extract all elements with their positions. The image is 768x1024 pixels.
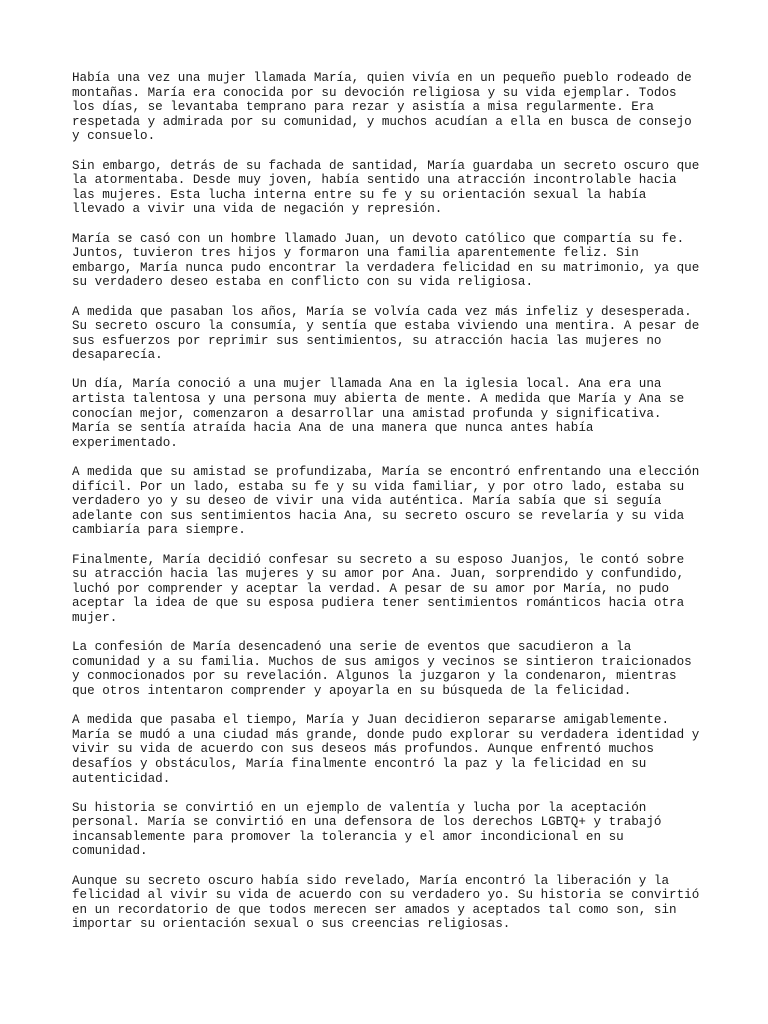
paragraph-line: desafíos y obstáculos, María finalmente encontró la paz y la felicidad en su: [72, 756, 647, 771]
paragraph-line: sus esfuerzos por reprimir sus sentimientos, su atracción hacia las mujeres no: [72, 333, 662, 348]
paragraph-line: autenticidad.: [72, 771, 171, 786]
paragraph-8: [72, 640, 712, 698]
paragraph-line: cambiaría para siempre.: [72, 523, 246, 538]
paragraph-line: Un día, María conoció a una mujer llamada Ana en la iglesia local. Ana era una: [72, 377, 662, 392]
paragraph-1: [72, 71, 712, 144]
paragraph-line: Su historia se convirtió en un ejemplo de valentía y lucha por la aceptación: [72, 800, 647, 815]
paragraph-line: Finalmente, María decidió confesar su secreto a su esposo Juanjos, le contó sobre: [72, 552, 685, 567]
paragraph-line: Había una vez una mujer llamada María, quien vivía en un pequeño pueblo rodeado de: [72, 71, 692, 85]
paragraph-line: respetada y admirada por su comunidad, y muchos acudían a ella en busca de consejo: [72, 114, 692, 129]
paragraph-line: La confesión de María desencadenó una serie de eventos que sacudieron a la: [72, 640, 632, 655]
paragraph-line: llevado a vivir una vida de negación y represión.: [72, 202, 443, 217]
paragraph-line: A medida que su amistad se profundizaba, María se encontró enfrentando una elección: [72, 465, 700, 480]
paragraph-line: Aunque su secreto oscuro había sido revelado, María encontró la liberación y la: [72, 873, 670, 888]
paragraph-7: [72, 553, 712, 626]
paragraph-5: [72, 377, 712, 450]
paragraph-4: [72, 305, 712, 363]
paragraph-line: Juntos, tuvieron tres hijos y formaron una familia aparentemente feliz. Sin: [72, 246, 639, 261]
paragraph-9: [72, 713, 712, 786]
paragraph-line: montañas. María era conocida por su devoción religiosa y su vida ejemplar. Todos: [72, 85, 677, 100]
paragraph-line: desaparecía.: [72, 348, 163, 363]
paragraph-line: comunidad.: [72, 844, 148, 859]
paragraph-line: personal. María se convirtió en una defensora de los derechos LGBTQ+ y trabajó: [72, 815, 662, 830]
paragraph-line: mujer.: [72, 610, 118, 625]
paragraph-2: [72, 159, 712, 217]
paragraph-line: incansablemente para promover la tolerancia y el amor incondicional en su: [72, 829, 624, 844]
paragraph-line: embargo, María nunca pudo encontrar la verdadera felicidad en su matrimonio, ya que: [72, 260, 700, 275]
paragraph-line: importar su orientación sexual o sus creencias religiosas.: [72, 917, 511, 932]
paragraph-line: los días, se levantaba temprano para rezar y asistía a misa regularmente. Era: [72, 100, 654, 115]
paragraph-11: [72, 874, 712, 932]
paragraph-line: verdadero yo y su deseo de vivir una vida auténtica. María sabía que si seguía: [72, 494, 662, 509]
paragraph-line: su atracción hacia las mujeres y su amor por Ana. Juan, sorprendido y confundido,: [72, 567, 685, 582]
paragraph-line: en un recordatorio de que todos merecen ser amados y aceptados tal como son, sin: [72, 902, 677, 917]
paragraph-line: María se mudó a una ciudad más grande, donde pudo explorar su verdadera identidad y: [72, 727, 700, 742]
paragraph-line: artista talentosa y una persona muy abierta de mente. A medida que María y Ana se: [72, 392, 685, 407]
paragraph-line: vivir su vida de acuerdo con sus deseos más profundos. Aunque enfrentó muchos: [72, 742, 654, 757]
paragraph-line: conocían mejor, comenzaron a desarrollar una amistad profunda y significativa.: [72, 406, 662, 421]
paragraph-line: A medida que pasaba el tiempo, María y Juan decidieron separarse amigablemente.: [72, 713, 670, 728]
paragraph-line: difícil. Por un lado, estaba su fe y su vida familiar, y por otro lado, estaba su: [72, 479, 685, 494]
paragraph-line: su verdadero deseo estaba en conflicto con su vida religiosa.: [72, 275, 534, 290]
paragraph-3: [72, 232, 712, 290]
paragraph-line: la atormentaba. Desde muy joven, había sentido una atracción incontrolable hacia: [72, 173, 677, 188]
paragraph-10: [72, 801, 712, 859]
paragraph-line: Su secreto oscuro la consumía, y sentía que estaba viviendo una mentira. A pesar de: [72, 319, 700, 334]
paragraph-line: que otros intentaron comprender y apoyarla en su búsqueda de la felicidad.: [72, 683, 632, 698]
paragraph-line: María se casó con un hombre llamado Juan, un devoto católico que compartía su fe.: [72, 231, 685, 246]
document-body: [72, 71, 712, 947]
paragraph-6: [72, 465, 712, 538]
paragraph-line: María se sentía atraída hacia Ana de una manera que nunca antes había: [72, 421, 594, 436]
paragraph-line: luchó por comprender y aceptar la verdad. A pesar de su amor por María, no pudo: [72, 581, 670, 596]
paragraph-line: aceptar la idea de que su esposa pudiera tener sentimientos románticos hacia otra: [72, 596, 685, 611]
paragraph-line: experimentado.: [72, 435, 178, 450]
paragraph-line: y consuelo.: [72, 129, 156, 144]
paragraph-line: y conmocionados por su revelación. Algunos la juzgaron y la condenaron, mientras: [72, 669, 677, 684]
paragraph-line: Sin embargo, detrás de su fachada de santidad, María guardaba un secreto oscuro que: [72, 158, 700, 173]
paragraph-line: felicidad al vivir su vida de acuerdo con su verdadero yo. Su historia se convirtió: [72, 888, 700, 903]
paragraph-line: las mujeres. Esta lucha interna entre su fe y su orientación sexual la había: [72, 187, 647, 202]
paragraph-line: adelante con sus sentimientos hacia Ana, su secreto oscuro se revelaría y su vida: [72, 508, 685, 523]
paragraph-line: A medida que pasaban los años, María se volvía cada vez más infeliz y desesperada.: [72, 304, 692, 319]
paragraph-line: comunidad y a su familia. Muchos de sus amigos y vecinos se sintieron traicionados: [72, 654, 692, 669]
